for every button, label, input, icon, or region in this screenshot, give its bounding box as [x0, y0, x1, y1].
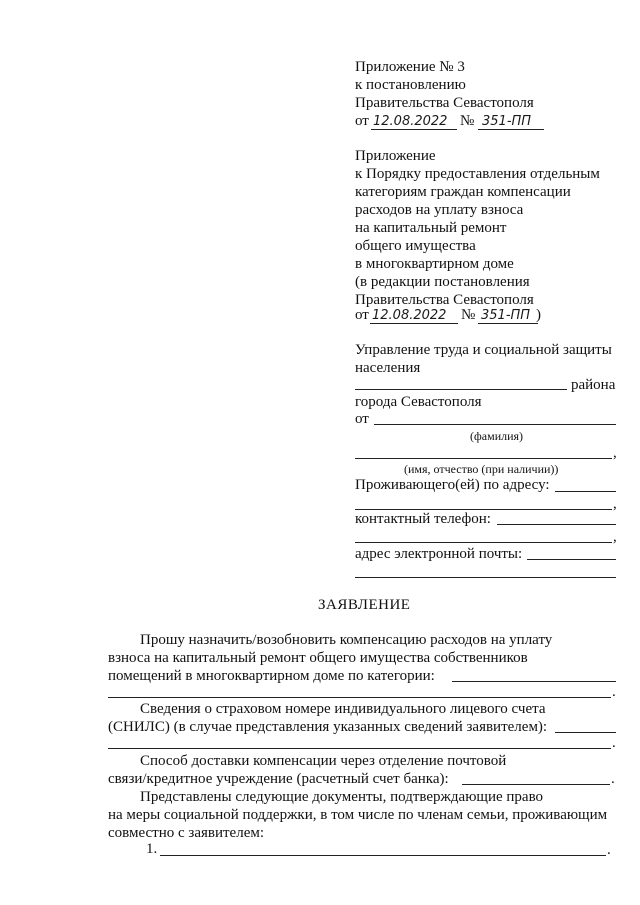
snils-blank-2[interactable]: [108, 748, 611, 749]
city-label: города Севастополя: [355, 394, 482, 410]
name-blank[interactable]: [355, 458, 612, 459]
paragraph-4-line-1: Представлены следующие документы, подтверждающие право: [140, 789, 544, 805]
phone-label: контактный телефон:: [355, 511, 491, 527]
addressee-line-2: населения: [355, 360, 421, 376]
phone-blank-2[interactable]: [355, 542, 612, 543]
category-period: .: [612, 684, 616, 700]
paragraph-1-line-2: взноса на капитальный ремонт общего имущества собственников: [108, 650, 528, 666]
inner-appendix-close-paren: ): [536, 307, 541, 323]
raion-blank[interactable]: [355, 389, 567, 390]
address-blank-1[interactable]: [555, 491, 616, 492]
inner-appendix-line-1: Приложение: [355, 148, 436, 164]
paragraph-2-line-1: Сведения о страховом номере индивидуального лицевого счета: [140, 701, 546, 717]
appendix-number-underline: [478, 129, 544, 130]
inner-appendix-line-2: к Порядку предоставления отдельным: [355, 166, 600, 182]
snils-blank-1[interactable]: [555, 732, 616, 733]
raion-label: района: [571, 377, 616, 393]
statement-title: ЗАЯВЛЕНИЕ: [318, 597, 411, 613]
paragraph-1-line-3: помещений в многоквартирном доме по категории:: [108, 668, 435, 684]
appendix-date-underline: [371, 129, 457, 130]
delivery-blank[interactable]: [462, 784, 610, 785]
appendix-government: Правительства Севастополя: [355, 95, 534, 111]
address-comma: ,: [613, 496, 617, 512]
paragraph-3-line-1: Способ доставки компенсации через отделение почтовой: [140, 753, 507, 769]
inner-appendix-date-handwritten: 12.08.2022: [372, 308, 447, 323]
document-item-1-number: 1.: [146, 841, 158, 857]
inner-appendix-line-7: в многоквартирном доме: [355, 256, 514, 272]
document-item-1-period: .: [607, 842, 611, 858]
inner-appendix-number-handwritten: 351-ПП: [481, 308, 531, 323]
phone-blank[interactable]: [497, 524, 616, 525]
inner-appendix-line-5: на капитальный ремонт: [355, 220, 507, 236]
email-blank[interactable]: [527, 559, 616, 560]
paragraph-4-line-2: на меры социальной поддержки, в том числе по членам семьи, проживающим: [108, 807, 608, 823]
phone-comma: ,: [613, 529, 617, 545]
surname-hint: (фамилия): [470, 429, 524, 443]
name-comma: ,: [613, 445, 617, 461]
appendix-date-handwritten: 12.08.2022: [373, 114, 448, 129]
paragraph-4-line-3: совместно с заявителем:: [108, 825, 265, 841]
appendix-title: Приложение № 3: [355, 59, 465, 75]
inner-appendix-line-6: общего имущества: [355, 238, 476, 254]
inner-appendix-line-9: Правительства Севастополя: [355, 292, 534, 308]
category-blank-1[interactable]: [452, 681, 616, 682]
inner-appendix-from-label: от: [355, 307, 369, 323]
appendix-resolution: к постановлению: [355, 77, 466, 93]
appendix-from-label: от: [355, 113, 369, 129]
from-label: от: [355, 411, 369, 427]
addressee-line-1: Управление труда и социальной защиты: [355, 342, 612, 358]
inner-appendix-line-8: (в редакции постановления: [355, 274, 530, 290]
name-hint: (имя, отчество (при наличии)): [404, 462, 559, 476]
surname-blank[interactable]: [374, 424, 616, 425]
inner-appendix-number-sign: №: [461, 307, 476, 323]
appendix-number-handwritten: 351-ПП: [482, 114, 532, 129]
paragraph-1-line-1: Прошу назначить/возобновить компенсацию расходов на уплату: [140, 632, 553, 648]
delivery-period: .: [611, 771, 615, 787]
email-blank-2[interactable]: [355, 577, 616, 578]
inner-appendix-line-3: категориям граждан компенсации: [355, 184, 571, 200]
paragraph-3-line-2: связи/кредитное учреждение (расчетный счет банка):: [108, 771, 449, 787]
inner-appendix-line-4: расходов на уплату взноса: [355, 202, 524, 218]
address-label: Проживающего(ей) по адресу:: [355, 477, 550, 493]
appendix-number-sign: №: [460, 113, 475, 129]
inner-appendix-number-underline: [478, 323, 538, 324]
document-item-1-blank[interactable]: [160, 855, 606, 856]
category-blank-2[interactable]: [108, 697, 611, 698]
paragraph-2-line-2: (СНИЛС) (в случае представления указанных сведений заявителем):: [108, 719, 548, 735]
snils-period: .: [612, 735, 616, 751]
inner-appendix-date-underline: [370, 323, 458, 324]
email-label: адрес электронной почты:: [355, 546, 523, 562]
